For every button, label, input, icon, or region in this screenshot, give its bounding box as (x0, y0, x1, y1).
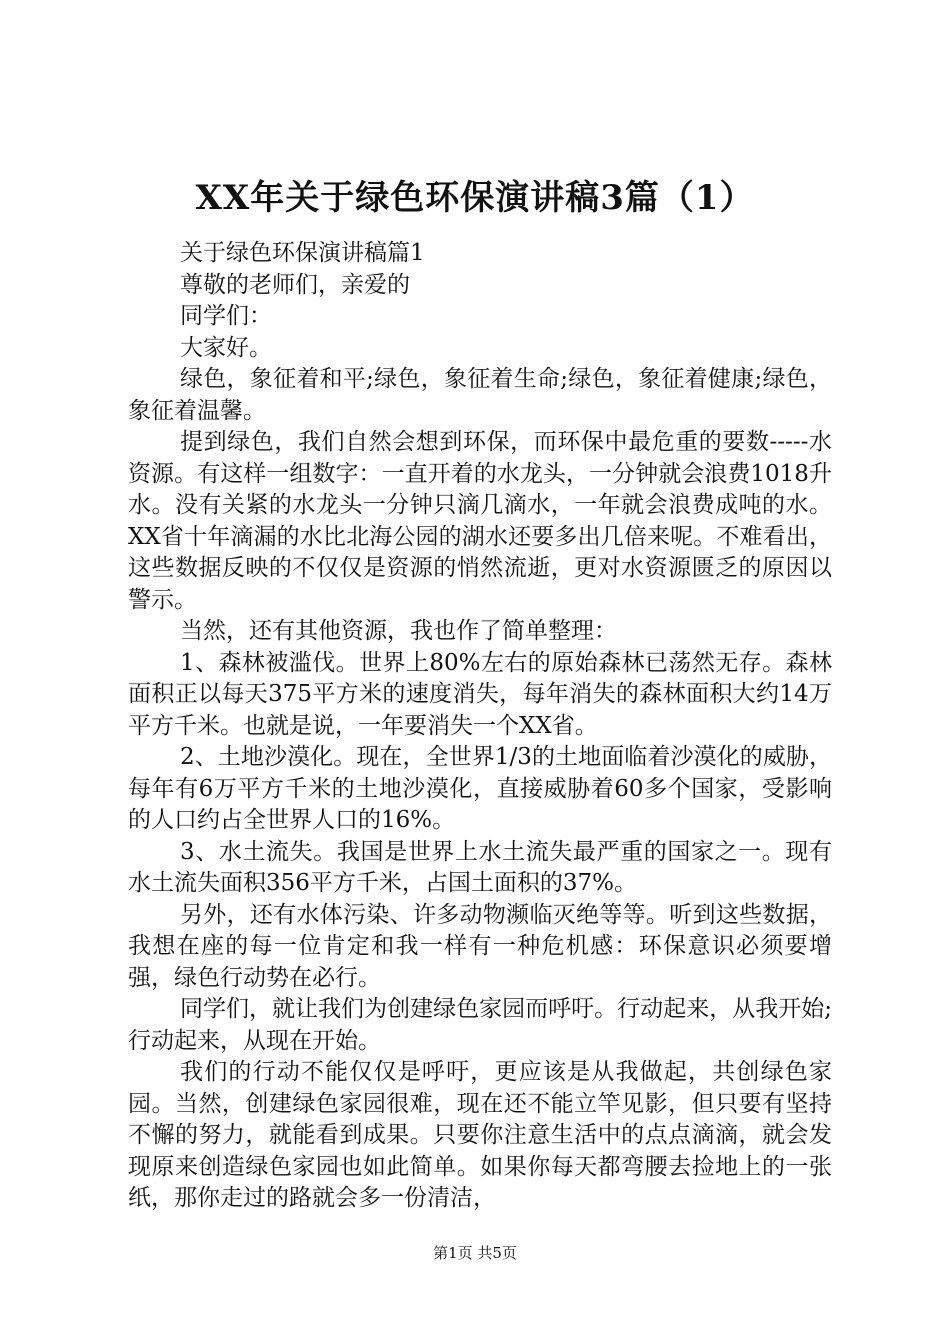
salutation-line: 尊敬的老师们，亲爱的 (180, 271, 410, 298)
list-item: 3、水土流失。我国是世界上水土流失最严重的国家之一。现有水土流失面积356平方千米，占国土面积的37%。 (128, 838, 832, 896)
list-item: 1、森林被滥伐。世界上80%左右的原始森林已荡然无存。森林面积正以每天375平方米的速度消失，每年消失的森林面积大约14万平方千米。也就是说，一年要消失一个XX省。 (128, 649, 832, 739)
salutation-line: 同学们： (180, 303, 272, 329)
page-number-footer: 第1页 共5页 (433, 1244, 517, 1262)
greeting-line: 大家好。 (180, 334, 272, 361)
paragraph: 我们的行动不能仅仅是呼吁，更应该是从我做起，共创绿色家园。当然，创建绿色家园很难，现在还不能立竿见影，但只要有坚持不懈的努力，就能看到成果。只要你注意生活中的点点滴滴，就会发现原来创造绿色家园也如此简单。如果你每天都弯腰去捡地上的一张纸，那你走过的路就会多一份清洁， (128, 1059, 832, 1211)
list-item: 2、土地沙漠化。现在，全世界1/3的土地面临着沙漠化的威胁，每年有6万平方千米的土地沙漠化，直接威胁着60多个国家，受影响的人口约占全世界人口的16%。 (128, 744, 832, 833)
document-body (128, 238, 832, 1215)
paragraph: 当然，还有其他资源，我也作了简单整理： (180, 618, 617, 644)
paragraph: 提到绿色，我们自然会想到环保，而环保中最危重的要数-----水资源。有这样一组数字：一直开着的水龙头，一分钟就会浪费1018升水。没有关紧的水龙头一分钟只滴几滴水，一年就会浪费成吨的水。XX省十年滴漏的水比北海公园的湖水还要多出几倍来呢。不难看出，这些数据反映的不仅仅是资源的悄然流逝，更对水资源匮乏的原因以警示。 (128, 429, 832, 613)
paragraph: 同学们，就让我们为创建绿色家园而呼吁。行动起来，从我开始;行动起来，从现在开始。 (128, 996, 832, 1054)
paragraph-heading: 关于绿色环保演讲稿篇1 (180, 240, 425, 266)
paragraph: 绿色，象征着和平;绿色，象征着生命;绿色，象征着健康;绿色，象征着温馨。 (128, 366, 832, 424)
paragraph: 另外，还有水体污染、许多动物濒临灭绝等等。听到这些数据，我想在座的每一位肯定和我一样有一种危机感：环保意识必须要增强，绿色行动势在必行。 (128, 901, 832, 991)
page-title: XX年关于绿色环保演讲稿3篇（1） (195, 178, 755, 218)
